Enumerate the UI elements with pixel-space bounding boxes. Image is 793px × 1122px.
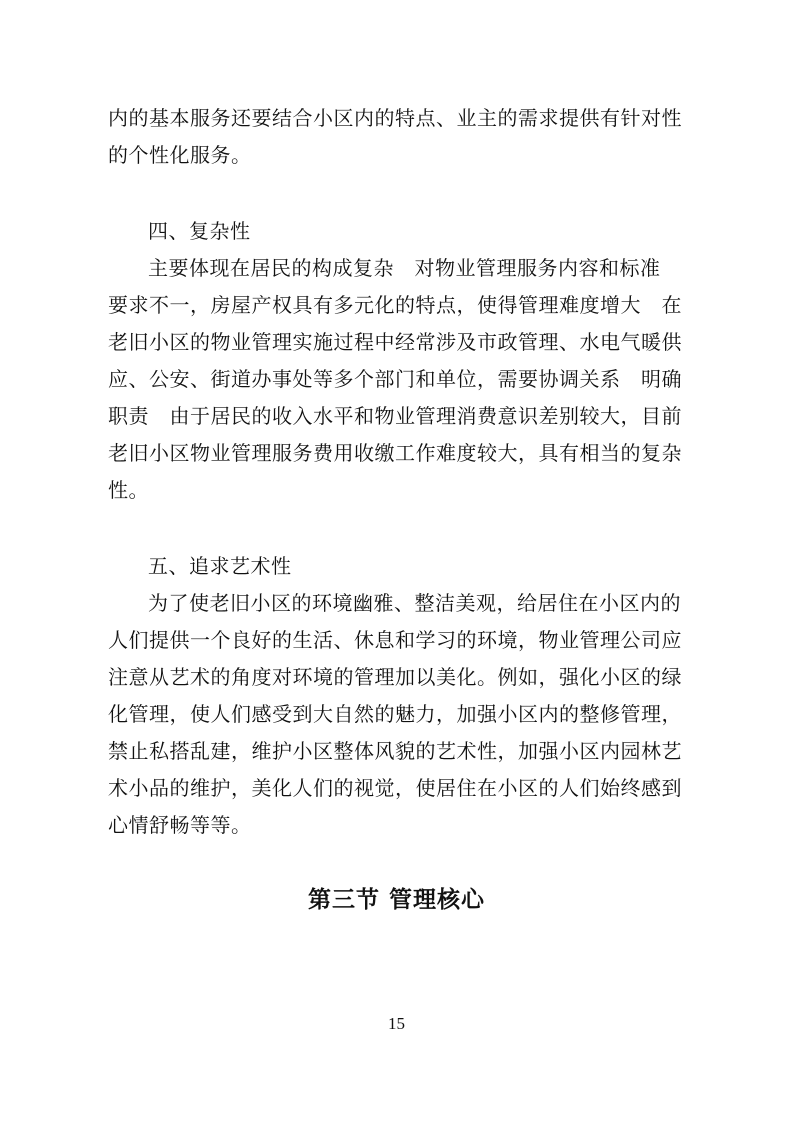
paragraph-line: 心情舒畅等等。 [108, 813, 252, 837]
subsection-title: 四、复杂性 [148, 219, 251, 243]
paragraph-line: 禁止私搭乱建，维护小区整体风貌的艺术性，加强小区内园林艺 [108, 739, 682, 763]
paragraph-line: 注意从艺术的角度对环境的管理加以美化。例如，强化小区的绿 [108, 665, 682, 689]
page-number: 15 [388, 1014, 405, 1033]
paragraph-line: 职责 由于居民的收入水平和物业管理消费意识差别较大，目前 [108, 404, 682, 428]
paragraph-line: 内的基本服务还要结合小区内的特点、业主的需求提供有针对性 [108, 106, 682, 130]
paragraph-line: 为了使老旧小区的环境幽雅、整洁美观，给居住在小区内的 [148, 591, 681, 615]
paragraph-line: 要求不一，房屋产权具有多元化的特点，使得管理难度增大 在 [108, 293, 682, 317]
paragraph-line: 人们提供一个良好的生活、休息和学习的环境，物业管理公司应 [108, 628, 682, 652]
paragraph-line: 性。 [108, 478, 149, 502]
paragraph-line: 术小品的维护，美化人们的视觉，使居住在小区的人们始终感到 [108, 776, 682, 800]
paragraph-line: 主要体现在居民的构成复杂 对物业管理服务内容和标准 [148, 256, 661, 280]
paragraph-line: 老旧小区的物业管理实施过程中经常涉及市政管理、水电气暖供 [108, 330, 682, 354]
paragraph-line: 老旧小区物业管理服务费用收缴工作难度较大，具有相当的复杂 [108, 441, 682, 465]
subsection-title: 五、追求艺术性 [148, 554, 292, 578]
paragraph-line: 化管理，使人们感受到大自然的魅力，加强小区内的整修管理， [108, 702, 682, 726]
section-heading: 第三节 管理核心 [307, 887, 485, 913]
paragraph-line: 的个性化服务。 [108, 143, 252, 167]
paragraph-line: 应、公安、街道办事处等多个部门和单位，需要协调关系 明确 [108, 367, 682, 391]
